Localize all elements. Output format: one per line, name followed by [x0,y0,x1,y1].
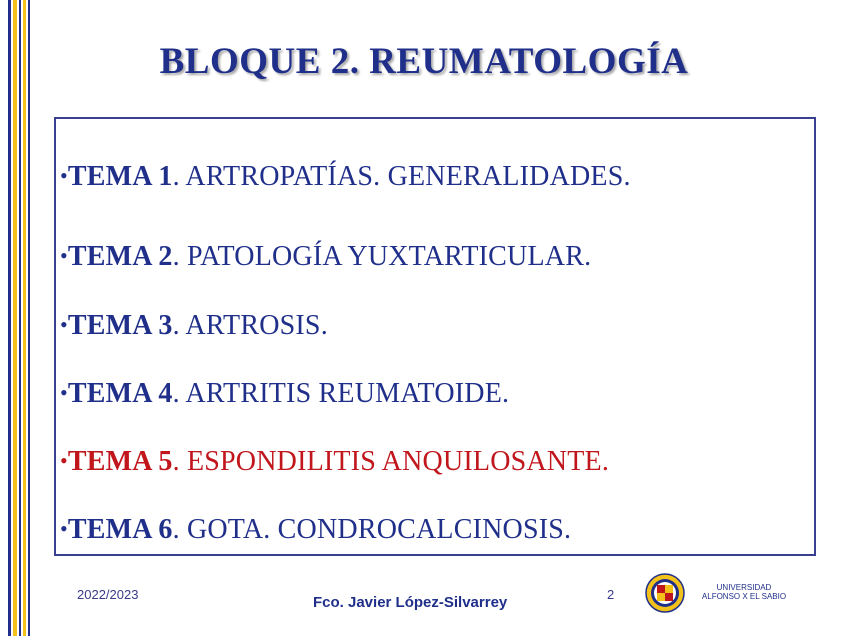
topic-text: . GOTA. CONDROCALCINOSIS. [172,514,572,545]
page-number: 2 [607,587,615,602]
left-border-stripe [23,0,26,636]
topic-item-4 [60,378,509,410]
bullet-icon: • [60,312,68,337]
topic-label: TEMA 5 [67,446,173,477]
left-border-stripe [13,0,17,636]
topic-label: TEMA 4 [67,378,173,409]
topic-item-1 [60,161,631,193]
slide-title: BLOQUE 2. REUMATOLOGÍA [159,41,689,82]
topic-item-6 [60,514,571,546]
university-name [694,583,794,601]
topic-text: . ESPONDILITIS ANQUILOSANTE. [172,446,610,477]
university-name-line2: ALFONSO X EL SABIO [701,592,787,601]
topic-label: TEMA 1 [67,161,173,192]
topic-label: TEMA 6 [67,514,173,545]
footer-author: Fco. Javier López-Silvarrey [313,594,508,611]
bullet-icon: • [60,516,68,541]
left-border-stripe [8,0,11,636]
topic-text: . PATOLOGÍA YUXTARTICULAR. [172,241,592,272]
university-name-line1: UNIVERSIDAD [716,583,772,592]
topic-label: TEMA 2 [67,241,173,272]
topic-text: . ARTRITIS REUMATOIDE. [172,378,510,409]
bullet-icon: • [60,380,68,405]
left-border-stripe [19,0,21,636]
topic-label: TEMA 3 [67,310,173,341]
bullet-icon: • [60,163,68,188]
footer-year: 2022/2023 [77,587,139,602]
left-border-stripe [28,0,30,636]
bullet-icon: • [60,243,68,268]
topic-list-box [54,117,816,556]
topic-text: . ARTROPATÍAS. GENERALIDADES. [172,161,631,192]
topic-item-2 [60,241,591,273]
topic-item-5 [60,446,609,478]
topic-item-3 [60,310,328,342]
university-seal-icon [645,573,685,613]
topic-text: . ARTROSIS. [172,310,328,341]
bullet-icon: • [60,448,68,473]
